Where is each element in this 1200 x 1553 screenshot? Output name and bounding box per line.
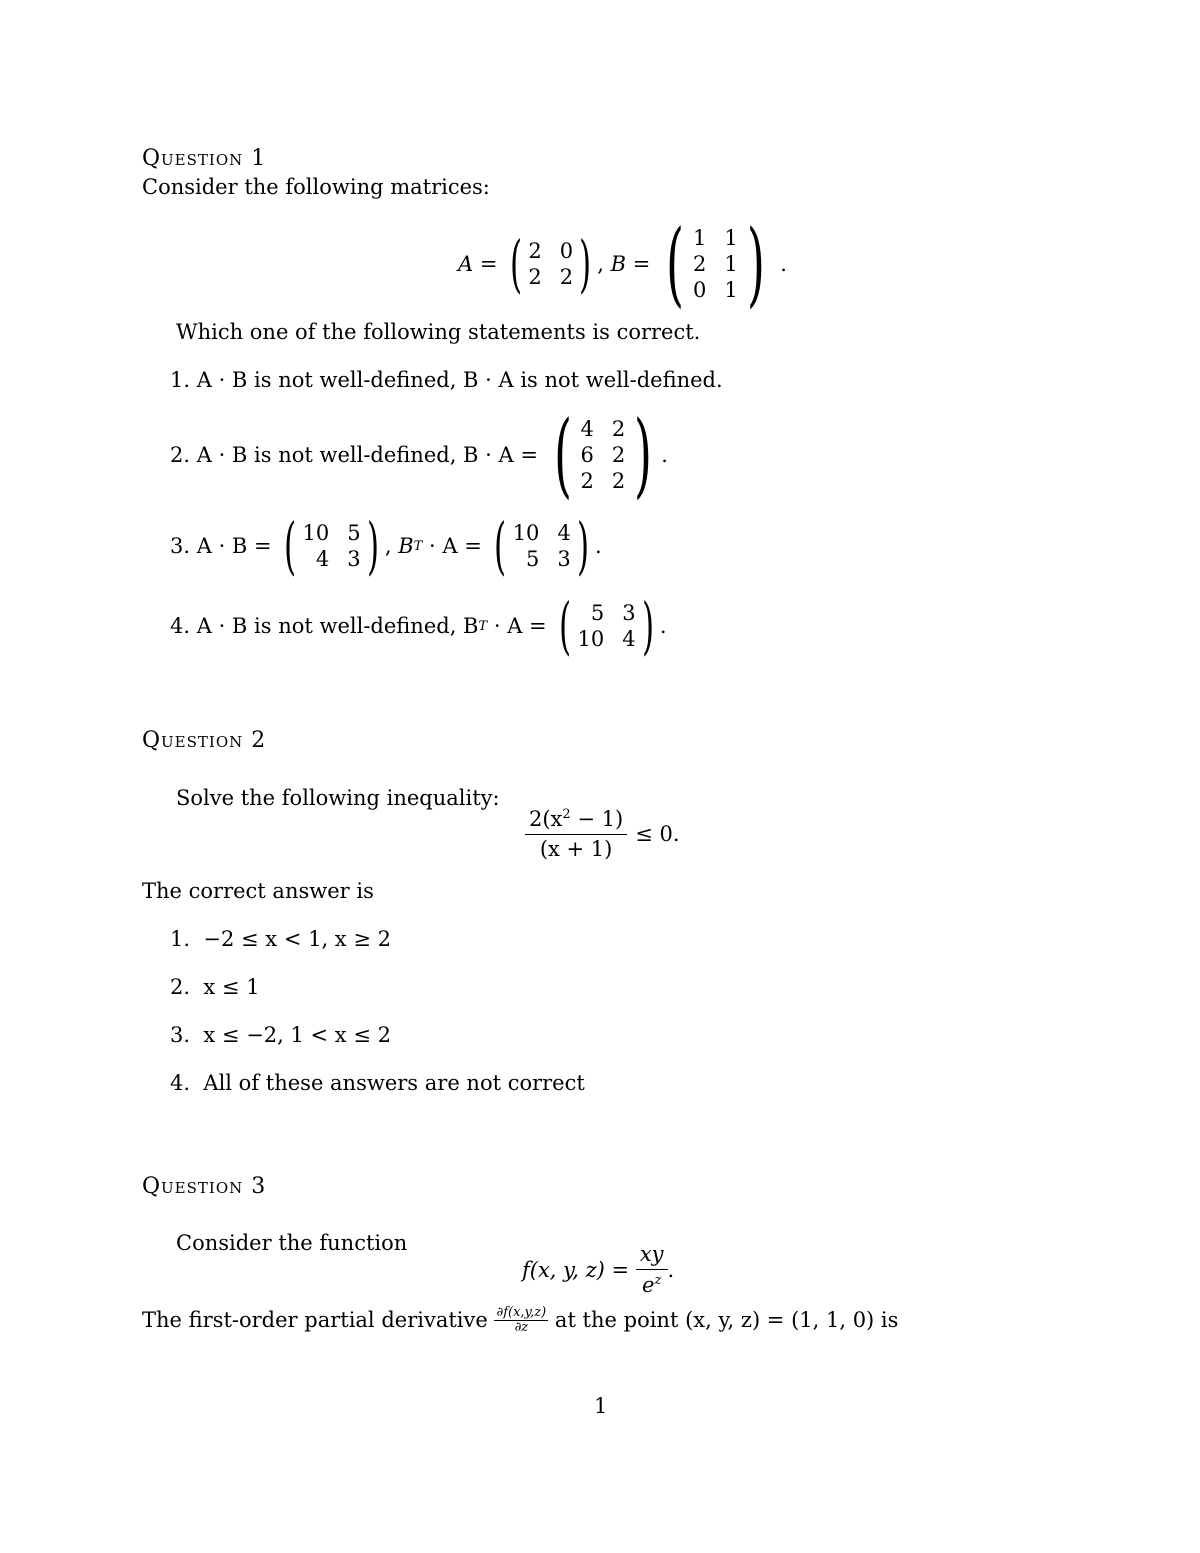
question-1-prompt: Which one of the following statements is correct. bbox=[176, 320, 701, 344]
option-text: All of these answers are not correct bbox=[203, 1071, 585, 1095]
matrix-cell: 2 bbox=[580, 469, 594, 493]
option-text: A · B is not well-defined, B · A = bbox=[196, 442, 538, 467]
matrix-cell: 10 bbox=[512, 521, 540, 545]
transpose-sup: T bbox=[413, 538, 423, 554]
option-number: 1. bbox=[170, 368, 191, 392]
matrix-cell: 1 bbox=[724, 252, 738, 276]
transpose-sup: T bbox=[478, 618, 488, 634]
option-4-matrix: ( 5 3 10 4 ) bbox=[559, 589, 654, 662]
matrix-cell: 5 bbox=[526, 547, 540, 571]
answer-lead: The correct answer is bbox=[142, 879, 374, 903]
derivative-tail: at the point (x, y, z) = (1, 1, 0) is bbox=[554, 1307, 899, 1332]
option-3-matrix-1: ( 10 5 4 3 ) bbox=[284, 509, 379, 582]
page-number: 1 bbox=[594, 1394, 608, 1418]
q1-option-1 bbox=[170, 370, 723, 391]
option-text: A · B is not well-defined, B bbox=[196, 613, 479, 638]
fraction-denominator: $e^z$ bbox=[642, 1273, 662, 1297]
matrix-cell: 5 bbox=[347, 521, 361, 545]
q2-option-1 bbox=[170, 929, 391, 950]
fraction-numerator: xy bbox=[636, 1244, 668, 1270]
inequality-relation: ≤ 0. bbox=[635, 821, 680, 846]
matrix-definitions: A = ( 2 0 2 2 ) , B = ( 1 1 2 1 0 1 ) . bbox=[458, 210, 787, 317]
fraction-denominator: (x + 1) bbox=[539, 837, 613, 861]
matrix-cell: 4 bbox=[622, 627, 636, 651]
matrix-cell: 1 bbox=[724, 226, 738, 250]
matrix-a-name: A bbox=[458, 251, 474, 276]
option-number: 2. bbox=[170, 442, 191, 467]
matrix-cell: 2 bbox=[528, 239, 542, 263]
function-fraction bbox=[636, 1244, 668, 1296]
option-lead: A · B = bbox=[196, 533, 272, 558]
fraction-denominator: ∂z bbox=[514, 1320, 529, 1335]
matrix-cell: 10 bbox=[577, 627, 605, 651]
option-rest: · A = bbox=[493, 613, 547, 638]
derivative-line bbox=[142, 1306, 898, 1334]
partial-derivative-fraction bbox=[494, 1306, 548, 1334]
matrix-cell: 3 bbox=[347, 547, 361, 571]
function-lhs: f(x, y, z) = bbox=[522, 1257, 630, 1282]
inequality-fraction bbox=[525, 808, 627, 860]
matrix-cell: 2 bbox=[528, 265, 542, 289]
option-text: A · B is not well-defined, B · A is not well-defined. bbox=[196, 368, 723, 392]
q2-option-3 bbox=[170, 1025, 391, 1046]
matrix-cell: 3 bbox=[557, 547, 571, 571]
option-number: 4. bbox=[170, 1071, 191, 1095]
option-text: −2 ≤ x < 1, x ≥ 2 bbox=[203, 927, 391, 951]
matrix-cell: 1 bbox=[692, 226, 707, 250]
matrix-b-name: B bbox=[610, 251, 627, 276]
matrix-cell: 0 bbox=[692, 278, 707, 302]
q2-option-2 bbox=[170, 977, 260, 998]
option-text: x ≤ 1 bbox=[203, 975, 260, 999]
option-number: 2. bbox=[170, 975, 191, 999]
matrix-cell: 2 bbox=[611, 417, 626, 441]
fraction-numerator: 2(x bbox=[529, 807, 563, 831]
fraction-numerator: ∂f(x,y,z) bbox=[496, 1305, 547, 1320]
matrix-cell: 4 bbox=[557, 521, 571, 545]
option-number: 3. bbox=[170, 533, 191, 558]
matrix-cell: 4 bbox=[580, 417, 594, 441]
q1-option-3: 3. A · B = ( 10 5 4 3 ) , B T · A = ( 10 4 5 3 ) . bbox=[170, 509, 602, 582]
question-3-heading: Question 3 bbox=[142, 1174, 267, 1199]
option-text: x ≤ −2, 1 < x ≤ 2 bbox=[203, 1023, 391, 1047]
option-3-mid: B bbox=[398, 533, 414, 558]
question-1-intro: Consider the following matrices: bbox=[142, 175, 490, 199]
matrix-cell: 5 bbox=[590, 601, 605, 625]
question-2-heading: Question 2 bbox=[142, 728, 267, 753]
matrix-cell: 3 bbox=[622, 601, 636, 625]
question-3-intro: Consider the function bbox=[176, 1231, 408, 1255]
function-definition: f(x, y, z) = $\frac{xy}{e^z}$ . bbox=[522, 1242, 675, 1297]
matrix-cell: 2 bbox=[611, 469, 626, 493]
option-number: 3. bbox=[170, 1023, 191, 1047]
matrix-cell: 2 bbox=[559, 265, 574, 289]
option-2-matrix: ( 4 2 6 2 2 2 ) bbox=[553, 401, 653, 508]
option-3-mid-rest: · A = bbox=[429, 533, 482, 558]
matrix-cell: 6 bbox=[580, 443, 594, 467]
matrix-cell: 10 bbox=[302, 521, 330, 545]
matrix-cell: 2 bbox=[692, 252, 707, 276]
matrix-cell: 4 bbox=[315, 547, 330, 571]
q1-option-4: 4. A · B is not well-defined, B T · A = ( 5 3 10 4 ) . bbox=[170, 589, 667, 662]
question-1-heading: Question 1 bbox=[142, 146, 267, 171]
option-number: 4. bbox=[170, 613, 191, 638]
matrix-cell: 2 bbox=[611, 443, 626, 467]
matrix-cell: 0 bbox=[559, 239, 574, 263]
q2-option-4 bbox=[170, 1073, 585, 1094]
option-number: 1. bbox=[170, 927, 191, 951]
option-3-matrix-2: ( 10 4 5 3 ) bbox=[494, 509, 589, 582]
exponent: z bbox=[654, 1273, 662, 1288]
q1-option-2: 2. A · B is not well-defined, B · A = ( 4 2 6 2 2 2 ) . bbox=[170, 401, 668, 508]
matrix-a: ( 2 0 2 2 ) bbox=[510, 227, 592, 300]
fraction-numerator-rest: − 1) bbox=[570, 807, 624, 831]
matrix-cell: 1 bbox=[724, 278, 738, 302]
derivative-lead: The first-order partial derivative bbox=[142, 1307, 488, 1332]
question-2-intro: Solve the following inequality: bbox=[176, 786, 500, 810]
inequality bbox=[525, 808, 680, 860]
matrix-b: ( 1 1 2 1 0 1 ) bbox=[666, 210, 765, 317]
exponent: 2 bbox=[562, 807, 571, 822]
